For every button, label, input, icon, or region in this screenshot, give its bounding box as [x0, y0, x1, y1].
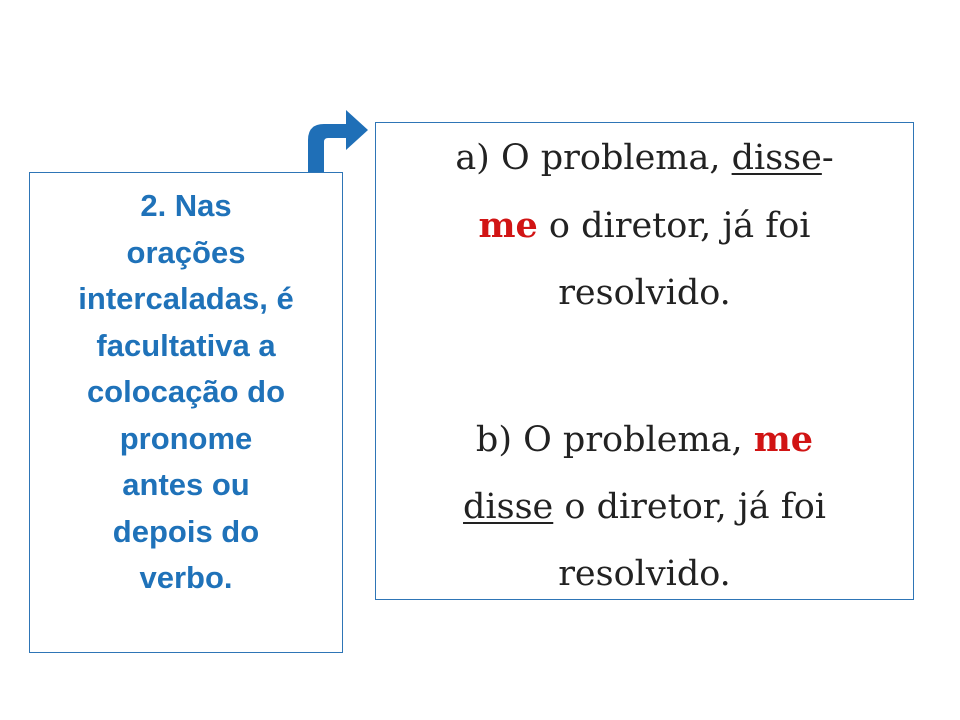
rule-line: orações: [126, 234, 246, 270]
example-b-line-3: resolvido.: [558, 554, 731, 594]
examples-box: [375, 122, 914, 600]
rule-line: 2. Nas: [140, 188, 232, 223]
example-a-line-1: [376, 125, 913, 192]
example-b-label: b) O problema,: [475, 420, 754, 460]
example-b-line-1: [376, 406, 913, 474]
example-b-line-2: [376, 474, 913, 541]
rule-line: verbo.: [139, 560, 233, 595]
example-b-pronoun: me: [753, 419, 814, 460]
example-a-hyphen: -: [821, 138, 834, 178]
example-b-verb: disse: [463, 487, 554, 527]
rule-line: colocação do: [86, 374, 286, 409]
example-b: [376, 406, 913, 608]
example-b-rest: o diretor, já foi: [553, 487, 826, 527]
rule-line: intercaladas, é: [78, 281, 294, 316]
example-a-label: a) O problema,: [455, 138, 732, 178]
example-a: [376, 125, 913, 327]
example-a-pronoun: me: [478, 205, 538, 246]
turn-right-arrow-icon: [300, 100, 370, 180]
example-a-rest: o diretor, já foi: [537, 206, 811, 246]
example-a-line-3: resolvido.: [558, 273, 731, 313]
example-a-verb: disse: [731, 138, 822, 178]
rule-line: pronome: [119, 420, 253, 456]
example-a-line-2: [376, 192, 913, 260]
rule-line: depois do: [112, 513, 260, 549]
rule-text: [30, 183, 342, 602]
rule-box: [29, 172, 343, 653]
rule-line: antes ou: [122, 467, 250, 502]
rule-line: facultativa a: [96, 327, 276, 363]
